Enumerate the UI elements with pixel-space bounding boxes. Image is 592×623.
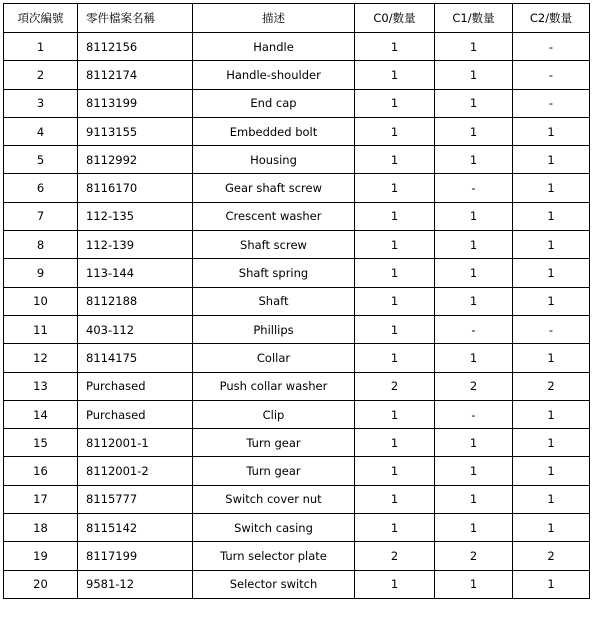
part-file-name-cell: 8115142 (78, 514, 193, 542)
item-number-cell: 11 (4, 315, 78, 343)
c0-quantity-cell: 1 (355, 231, 435, 259)
table-row (4, 485, 590, 513)
item-number-cell: 14 (4, 400, 78, 428)
description-cell: Turn gear (193, 429, 355, 457)
c0-quantity-cell: 2 (355, 372, 435, 400)
c1-quantity-cell: 1 (435, 146, 513, 174)
description-cell: Selector switch (193, 570, 355, 598)
table-row (4, 429, 590, 457)
c1-quantity-cell: 1 (435, 202, 513, 230)
part-file-name-cell: 8117199 (78, 542, 193, 570)
table-row (4, 33, 590, 61)
header-c0-quantity: C0/數量 (355, 4, 435, 33)
c0-quantity-cell: 1 (355, 315, 435, 343)
table-row (4, 231, 590, 259)
part-file-name-cell: 9113155 (78, 117, 193, 145)
c2-quantity-cell: 1 (513, 174, 590, 202)
c1-quantity-cell: 1 (435, 89, 513, 117)
description-cell: Phillips (193, 315, 355, 343)
item-number-cell: 4 (4, 117, 78, 145)
item-number-cell: 3 (4, 89, 78, 117)
description-cell: Clip (193, 400, 355, 428)
c2-quantity-cell: 1 (513, 344, 590, 372)
c0-quantity-cell: 1 (355, 89, 435, 117)
description-cell: Gear shaft screw (193, 174, 355, 202)
part-file-name-cell: Purchased (78, 400, 193, 428)
c0-quantity-cell: 1 (355, 400, 435, 428)
item-number-cell: 17 (4, 485, 78, 513)
c2-quantity-cell: 1 (513, 117, 590, 145)
c1-quantity-cell: 1 (435, 457, 513, 485)
description-cell: End cap (193, 89, 355, 117)
c2-quantity-cell: 1 (513, 259, 590, 287)
table-row (4, 542, 590, 570)
part-file-name-cell: 8112174 (78, 61, 193, 89)
c2-quantity-cell: 1 (513, 429, 590, 457)
part-file-name-cell: Purchased (78, 372, 193, 400)
c2-quantity-cell: 1 (513, 231, 590, 259)
item-number-cell: 6 (4, 174, 78, 202)
description-cell: Turn gear (193, 457, 355, 485)
c0-quantity-cell: 1 (355, 514, 435, 542)
description-cell: Embedded bolt (193, 117, 355, 145)
description-cell: Push collar washer (193, 372, 355, 400)
description-cell: Crescent washer (193, 202, 355, 230)
table-body (4, 33, 590, 599)
item-number-cell: 10 (4, 287, 78, 315)
c1-quantity-cell: 2 (435, 372, 513, 400)
description-cell: Housing (193, 146, 355, 174)
item-number-cell: 19 (4, 542, 78, 570)
part-file-name-cell: 112-135 (78, 202, 193, 230)
description-cell: Switch casing (193, 514, 355, 542)
c0-quantity-cell: 1 (355, 570, 435, 598)
table-header-row (4, 4, 590, 33)
item-number-cell: 2 (4, 61, 78, 89)
c0-quantity-cell: 1 (355, 174, 435, 202)
c1-quantity-cell: 1 (435, 117, 513, 145)
description-cell: Handle-shoulder (193, 61, 355, 89)
table-row (4, 61, 590, 89)
part-file-name-cell: 113-144 (78, 259, 193, 287)
c1-quantity-cell: 1 (435, 485, 513, 513)
c0-quantity-cell: 1 (355, 33, 435, 61)
table-row (4, 174, 590, 202)
part-file-name-cell: 8114175 (78, 344, 193, 372)
part-file-name-cell: 112-139 (78, 231, 193, 259)
part-file-name-cell: 8116170 (78, 174, 193, 202)
c2-quantity-cell: 1 (513, 457, 590, 485)
table-row (4, 117, 590, 145)
item-number-cell: 9 (4, 259, 78, 287)
c2-quantity-cell: - (513, 61, 590, 89)
part-file-name-cell: 8112156 (78, 33, 193, 61)
item-number-cell: 12 (4, 344, 78, 372)
c1-quantity-cell: 1 (435, 570, 513, 598)
table-row (4, 372, 590, 400)
c0-quantity-cell: 1 (355, 287, 435, 315)
part-file-name-cell: 8113199 (78, 89, 193, 117)
description-cell: Shaft (193, 287, 355, 315)
table-row (4, 344, 590, 372)
c0-quantity-cell: 1 (355, 457, 435, 485)
description-cell: Collar (193, 344, 355, 372)
c2-quantity-cell: - (513, 315, 590, 343)
item-number-cell: 20 (4, 570, 78, 598)
c1-quantity-cell: 1 (435, 514, 513, 542)
c1-quantity-cell: 1 (435, 429, 513, 457)
item-number-cell: 7 (4, 202, 78, 230)
header-description: 描述 (193, 4, 355, 33)
c0-quantity-cell: 2 (355, 542, 435, 570)
c2-quantity-cell: 1 (513, 287, 590, 315)
c0-quantity-cell: 1 (355, 259, 435, 287)
header-c1-quantity: C1/數量 (435, 4, 513, 33)
item-number-cell: 13 (4, 372, 78, 400)
part-file-name-cell: 8112001-1 (78, 429, 193, 457)
c2-quantity-cell: 1 (513, 485, 590, 513)
table-row (4, 457, 590, 485)
c0-quantity-cell: 1 (355, 429, 435, 457)
part-file-name-cell: 8112188 (78, 287, 193, 315)
table-row (4, 89, 590, 117)
table-row (4, 400, 590, 428)
c0-quantity-cell: 1 (355, 117, 435, 145)
item-number-cell: 15 (4, 429, 78, 457)
table-row (4, 202, 590, 230)
c1-quantity-cell: 1 (435, 287, 513, 315)
part-file-name-cell: 403-112 (78, 315, 193, 343)
c2-quantity-cell: 1 (513, 514, 590, 542)
c2-quantity-cell: - (513, 89, 590, 117)
c1-quantity-cell: 1 (435, 259, 513, 287)
c2-quantity-cell: 1 (513, 570, 590, 598)
header-item-number: 項次編號 (4, 4, 78, 33)
c0-quantity-cell: 1 (355, 485, 435, 513)
part-file-name-cell: 8112001-2 (78, 457, 193, 485)
c1-quantity-cell: 1 (435, 61, 513, 89)
item-number-cell: 16 (4, 457, 78, 485)
c2-quantity-cell: 2 (513, 372, 590, 400)
part-file-name-cell: 8112992 (78, 146, 193, 174)
c1-quantity-cell: - (435, 315, 513, 343)
header-c2-quantity: C2/數量 (513, 4, 590, 33)
table-row (4, 259, 590, 287)
c1-quantity-cell: 1 (435, 33, 513, 61)
table-row (4, 146, 590, 174)
table-row (4, 514, 590, 542)
c2-quantity-cell: 2 (513, 542, 590, 570)
part-file-name-cell: 9581-12 (78, 570, 193, 598)
c1-quantity-cell: 1 (435, 231, 513, 259)
c0-quantity-cell: 1 (355, 202, 435, 230)
description-cell: Switch cover nut (193, 485, 355, 513)
description-cell: Shaft screw (193, 231, 355, 259)
bom-table (3, 3, 590, 599)
table-row (4, 570, 590, 598)
c2-quantity-cell: - (513, 33, 590, 61)
c2-quantity-cell: 1 (513, 400, 590, 428)
header-part-file-name: 零件檔案名稱 (78, 4, 193, 33)
c0-quantity-cell: 1 (355, 146, 435, 174)
c0-quantity-cell: 1 (355, 344, 435, 372)
table-row (4, 287, 590, 315)
item-number-cell: 8 (4, 231, 78, 259)
part-file-name-cell: 8115777 (78, 485, 193, 513)
item-number-cell: 1 (4, 33, 78, 61)
table-row (4, 315, 590, 343)
c2-quantity-cell: 1 (513, 146, 590, 174)
c1-quantity-cell: 1 (435, 344, 513, 372)
item-number-cell: 5 (4, 146, 78, 174)
description-cell: Handle (193, 33, 355, 61)
item-number-cell: 18 (4, 514, 78, 542)
c1-quantity-cell: - (435, 174, 513, 202)
description-cell: Shaft spring (193, 259, 355, 287)
c0-quantity-cell: 1 (355, 61, 435, 89)
c1-quantity-cell: 2 (435, 542, 513, 570)
c1-quantity-cell: - (435, 400, 513, 428)
description-cell: Turn selector plate (193, 542, 355, 570)
c2-quantity-cell: 1 (513, 202, 590, 230)
